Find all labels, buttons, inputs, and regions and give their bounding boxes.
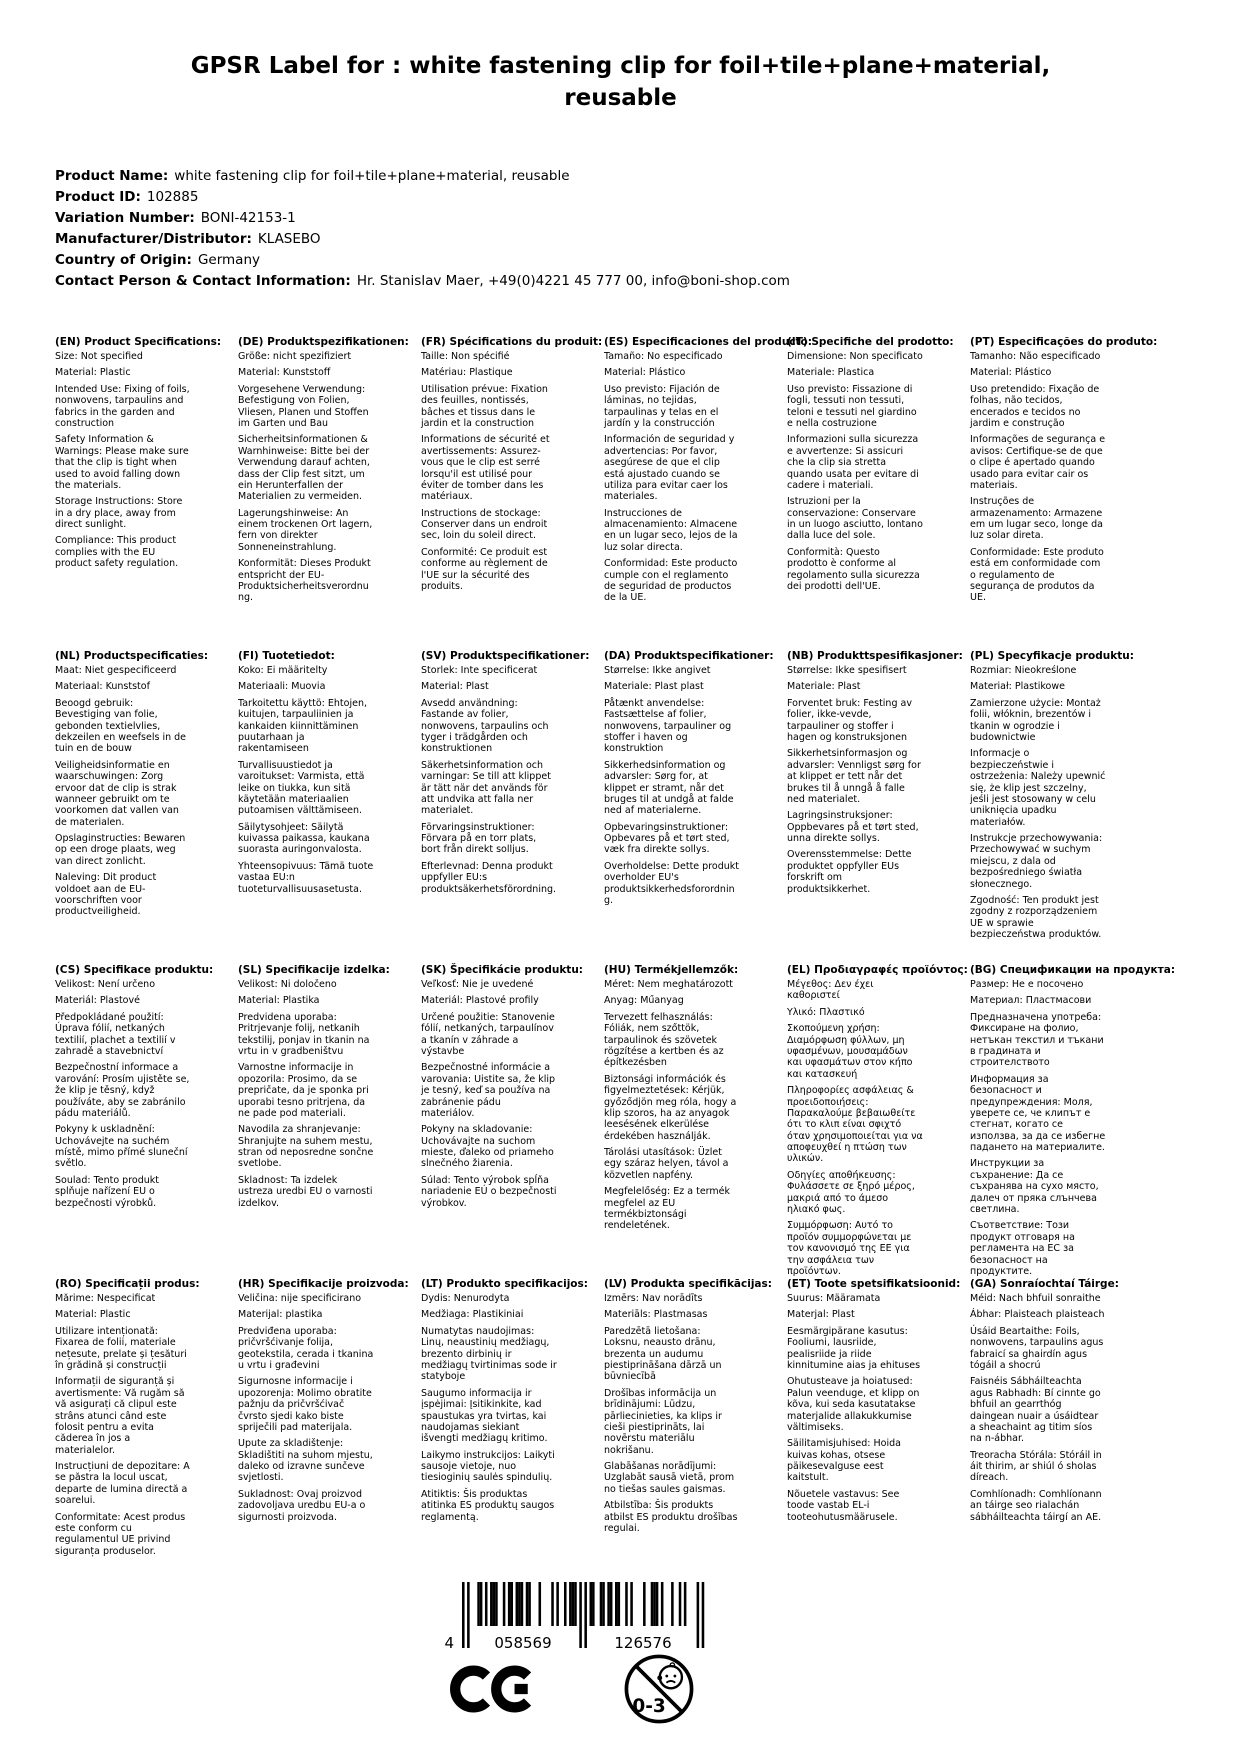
spec-paragraph: Instrukcje przechowywania: Przechowywać w suchym miejscu, z dala od bezpośredniego światła słonecznego. — [970, 833, 1103, 890]
spec-paragraph: Материал: Пластмасови — [970, 995, 1092, 1007]
spec-heading-nl: (NL) Productspecificaties: — [55, 650, 209, 662]
spec-paragraph: Glabāšanas norādījumi: Uzglabāt sausā vietā, prom no tiešas saules gaismas. — [604, 1461, 735, 1495]
spec-paragraph: Predviđena uporaba: pričvršćivanje folija, geotekstila, cerada i tkanina u vrtu i građevini — [238, 1325, 374, 1371]
spec-paragraph: Σκοπούμενη χρήση: Διαμόρφωση φύλλων, μη υφασμένων, μουσαμάδων και υφασμάτων στον κήπο και κατασκευή — [787, 1023, 913, 1080]
spec-block-ga — [970, 1278, 1153, 1592]
spec-paragraph: Předpokládané použití: Úprava fólií, netkaných textilií, plachet a textilií v zahradě a stavebnictví — [55, 1011, 176, 1057]
spec-paragraph: Skladnost: Ta izdelek ustreza uredbi EU o varnosti izdelkov. — [238, 1174, 373, 1209]
spec-paragraph: Eesmärgipärane kasutus: Fooliumi, lausriide, pealisriide ja riide kinnitumine aias ja ehituses — [787, 1325, 921, 1371]
spec-heading-sv: (SV) Produktspecifikationer: — [421, 650, 590, 662]
spec-paragraph: Laikymo instrukcijos: Laikyti sausoje vietoje, nuo tiesioginių saulės spindulių. — [421, 1449, 555, 1484]
spec-paragraph: Určené použitie: Stanovenie fólií, netkaných, tarpaulínov a tkanín v záhrade a výstavbe — [421, 1011, 555, 1057]
spec-paragraph: Opbevaringsinstruktioner: Opbevares på et tørt sted, væk fra direkte sollys. — [604, 821, 730, 856]
spec-paragraph: Συμμόρφωση: Αυτό το προϊόν συμμορφώνεται με τον κανονισμό της ΕΕ για την ασφάλεια των προϊόντων. — [787, 1220, 912, 1277]
spec-paragraph: Съответствие: Този продукт отговаря на регламента на ЕС за безопасност на продуктите. — [970, 1220, 1075, 1277]
spec-paragraph: Nõuetele vastavus: See toode vastab EL-i tooteohutusmäärusele. — [787, 1488, 900, 1523]
spec-block-bg — [970, 964, 1176, 1278]
spec-paragraph: Säilitamisjuhised: Hoida kuivas kohas, otsese päikesevalguse eest kaitstult. — [787, 1438, 901, 1484]
country-of-origin-label: Country of Origin: — [55, 252, 192, 268]
spec-paragraph: Taille: Non spécifié — [421, 351, 510, 362]
spec-paragraph: Turvallisuustiedot ja varoitukset: Varmista, että leike on tiukka, kun sitä käytetään materiaalien putoamisen välttämiseen. — [238, 759, 365, 817]
spec-paragraph: Úsáid Beartaithe: Foils, nonwovens, tarpaulins agus fabraicí sa ghairdín agus tógáil a shocrú — [970, 1325, 1104, 1371]
spec-paragraph: Veľkosť: Nie je uvedené — [421, 979, 534, 990]
barcode-bars — [436, 1582, 708, 1652]
barcode-left-digit: 4 — [444, 1634, 454, 1652]
spec-paragraph: Material: Plast — [421, 681, 489, 693]
spec-paragraph: Faisnéis Sábháilteachta agus Rabhadh: Bí cinnte go bhfuil an gearrthóg daingean nuair a úsáidtear a sheachaint ag titim síos na n-ábhar. — [970, 1376, 1101, 1445]
spec-paragraph: Méid: Nach bhfuil sonraithe — [970, 1293, 1101, 1304]
spec-paragraph: Υλικό: Πλαστικό — [787, 1006, 865, 1018]
spec-heading-sk: (SK) Špecifikácie produktu: — [421, 964, 584, 976]
age-warning-text: 0-3 — [632, 1695, 666, 1717]
product-id-row — [55, 187, 790, 208]
spec-paragraph: Lagringsinstruksjoner: Oppbevares på et tørt sted, unna direkte sollys. — [787, 810, 919, 845]
spec-paragraph: Materiale: Plast — [787, 681, 861, 693]
spec-block-pt — [970, 336, 1158, 650]
spec-paragraph: Sikkerhedsinformation og advarsler: Sørg for, at klippet er stramt, når det bruges til at undgå at falde ned af materialerne. — [604, 759, 734, 817]
ce-mark-icon — [450, 1658, 538, 1724]
spec-paragraph: Material: Plastic — [55, 367, 131, 379]
spec-paragraph: Påtænkt anvendelse: Fastsættelse af folier, nonwovens, tarpauliner og stoffer i haven og konstruktion — [604, 697, 732, 755]
spec-paragraph: Instructions de stockage: Conserver dans un endroit sec, loin du soleil direct. — [421, 507, 548, 542]
spec-heading-it: (IT) Specifiche del prodotto: — [787, 336, 954, 348]
spec-heading-es: (ES) Especificaciones del producto: — [604, 336, 812, 348]
spec-paragraph: Materiale: Plastica — [787, 367, 875, 379]
spec-paragraph: Forventet bruk: Festing av folier, ikke-vevde, tarpauliner og stoffer i hagen og konstruksjonen — [787, 697, 912, 743]
variation-number-value: BONI-42153-1 — [200, 210, 296, 226]
spec-block-nl — [55, 650, 238, 964]
spec-paragraph: Paredzētā lietošana: Loksnu, neausto drānu, brezenta un audumu piestiprināšana dārzā un būvniecībā — [604, 1325, 722, 1383]
spec-paragraph: Förvaringsinstruktioner: Förvara på en torr plats, bort från direkt solljus. — [421, 821, 537, 856]
spec-heading-fr: (FR) Spécifications du produit: — [421, 336, 603, 348]
spec-paragraph: Utilisation prévue: Fixation des feuilles, nontissés, bâches et tissus dans le jardin et la construction — [421, 383, 548, 429]
manufacturer-value: KLASEBO — [257, 231, 321, 247]
spec-paragraph: Beoogd gebruik: Bevestiging van folie, gebonden textielvlies, dekzeilen en weefsels in de tuin en de bouw — [55, 697, 187, 755]
spec-paragraph: Pokyny na skladovanie: Uchovávajte na suchom mieste, ďaleko od priameho slnečného žiarenia. — [421, 1124, 554, 1170]
spec-paragraph: Predvidena uporaba: Pritrjevanje folij, netkanih tekstilij, ponjav in tkanin na vrtu in v gradbeništvu — [238, 1011, 370, 1057]
spec-paragraph: Bezpečnostné informácie a varovania: Uistite sa, že klip je tesný, keď sa používa na zabránenie pádu materiálov. — [421, 1062, 556, 1119]
spec-block-fr — [421, 336, 604, 650]
spec-block-en — [55, 336, 238, 650]
product-name-row — [55, 166, 790, 187]
spec-paragraph: Informazioni sulla sicurezza e avvertenze: Si assicuri che la clip sia stretta quando usata per evitare di cadere i materiali. — [787, 434, 919, 491]
spec-block-el — [787, 964, 970, 1278]
spec-paragraph: Biztonsági információk és figyelmeztetések: Kérjük, győződjön meg róla, hogy a klip szoros, ha az anyagok leesésének elkerülése érdekében használják. — [604, 1073, 737, 1142]
spec-heading-cs: (CS) Specifikace produktu: — [55, 964, 214, 976]
spec-block-lv — [604, 1278, 787, 1592]
spec-paragraph: Conformité: Ce produit est conforme au règlement de l'UE sur la sécurité des produits. — [421, 546, 548, 593]
spec-paragraph: Lagerungshinweise: An einem trockenen Ort lagern, fern von direkter Sonneneinstrahlung. — [238, 507, 373, 553]
spec-paragraph: Maat: Niet gespecificeerd — [55, 665, 177, 676]
spec-heading-lv: (LV) Produkta specifikācijas: — [604, 1278, 772, 1290]
spec-paragraph: Veiligheidsinformatie en waarschuwingen: Zorg ervoor dat de clip is strak wanneer gebruikt om te voorkomen dat vallen van de materialen. — [55, 759, 179, 828]
spec-paragraph: Størrelse: Ikke angivet — [604, 665, 711, 676]
spec-heading-et: (ET) Toote spetsifikatsioonid: — [787, 1278, 961, 1290]
barcode-group1-digits: 058569 — [494, 1634, 552, 1652]
spec-paragraph: Suurus: Määramata — [787, 1293, 881, 1304]
spec-paragraph: Material: Plastic — [55, 1309, 131, 1321]
spec-heading-hu: (HU) Termékjellemzők: — [604, 964, 739, 976]
spec-paragraph: Material: Kunststoff — [238, 367, 331, 379]
spec-paragraph: Storlek: Inte specificerat — [421, 665, 538, 676]
spec-paragraph: Anyag: Műanyag — [604, 995, 684, 1007]
spec-paragraph: Mărime: Nespecificat — [55, 1293, 156, 1304]
spec-paragraph: Sigurnosne informacije i upozorenja: Molimo obratite pažnju da pričvršćivač čvrsto sjedi kako biste spriječili pad materijala. — [238, 1376, 372, 1433]
spec-paragraph: Drošības informācija un brīdinājumi: Lūdzu, pārliecinieties, ka klips ir cieši piestiprināts, lai novērstu materiālu nokrišanu. — [604, 1387, 722, 1456]
product-name-label: Product Name: — [55, 168, 169, 184]
spec-paragraph: Numatytas naudojimas: Linų, neaustinių medžiagų, brezento dirbinių ir medžiagų tvirtinimas sode ir statyboje — [421, 1325, 557, 1383]
spec-paragraph: Conformità: Questo prodotto è conforme al regolamento sulla sicurezza dei prodotti dell'UE. — [787, 546, 920, 593]
spec-paragraph: Informações de segurança e avisos: Certifique-se de que o clipe é apertado quando usado para evitar cair os materiais. — [970, 434, 1106, 491]
spec-paragraph: Méret: Nem meghatározott — [604, 979, 734, 990]
spec-paragraph: Rozmiar: Nieokreślone — [970, 665, 1077, 676]
spec-paragraph: Izmērs: Nav norādīts — [604, 1293, 703, 1304]
spec-paragraph: Navodila za shranjevanje: Shranjujte na suhem mestu, stran od neposredne sončne svetlobe. — [238, 1124, 374, 1170]
country-of-origin-value: Germany — [197, 252, 260, 268]
spec-heading-pt: (PT) Especificações do produto: — [970, 336, 1158, 348]
spec-heading-el: (EL) Προδιαγραφές προϊόντος: — [787, 964, 968, 976]
product-id-value: 102885 — [146, 189, 199, 205]
ean-barcode — [436, 1582, 708, 1656]
spec-paragraph: Upute za skladištenje: Skladištiti na suhom mjestu, daleko od izravne sunčeve svjetlosti. — [238, 1438, 373, 1484]
spec-paragraph: Zamierzone użycie: Montaż folii, włóknin, brezentów i tkanin w ogrodzie i budownictwie — [970, 697, 1101, 743]
spec-heading-nb: (NB) Produkttspesifikasjoner: — [787, 650, 963, 662]
spec-heading-ga: (GA) Sonraíochtaí Táirge: — [970, 1278, 1119, 1290]
spec-paragraph: Súlad: Tento výrobok spĺňa nariadenie EÚ o bezpečnosti výrobkov. — [421, 1174, 557, 1209]
spec-paragraph: Uso previsto: Fissazione di fogli, tessuti non tessuti, teloni e tessuti nel giardino e nella costruzione — [787, 383, 917, 429]
spec-paragraph: Tamanho: Não especificado — [970, 351, 1101, 362]
spec-paragraph: Storage Instructions: Store in a dry place, away from direct sunlight. — [55, 496, 183, 531]
spec-heading-hr: (HR) Specifikacije proizvoda: — [238, 1278, 409, 1290]
spec-heading-da: (DA) Produktspecifikationer: — [604, 650, 774, 662]
spec-block-da — [604, 650, 787, 964]
spec-paragraph: Sukladnost: Ovaj proizvod zadovoljava uredbu EU-a o sigurnosti proizvoda. — [238, 1488, 366, 1523]
spec-block-fi — [238, 650, 421, 964]
spec-paragraph: Größe: nicht spezifiziert — [238, 351, 352, 362]
spec-paragraph: Dimensione: Non specificato — [787, 351, 923, 362]
spec-paragraph: Información de seguridad y advertencias: Por favor, asegúrese de que el clip está ajustado cuando se utiliza para evitar caer los materiales. — [604, 434, 735, 503]
spec-block-nb — [787, 650, 970, 964]
spec-block-sv — [421, 650, 604, 964]
spec-heading-sl: (SL) Specifikacije izdelka: — [238, 964, 390, 976]
spec-paragraph: Materiaali: Muovia — [238, 681, 326, 693]
spec-block-et — [787, 1278, 970, 1592]
spec-paragraph: Størrelse: Ikke spesifisert — [787, 665, 907, 676]
spec-paragraph: Bezpečnostní informace a varování: Prosím ujistěte se, že klip je těsný, když používáte, aby se zabránilo pádu materiálů. — [55, 1062, 190, 1119]
spec-paragraph: Materijal: plastika — [238, 1309, 323, 1321]
spec-paragraph: Intended Use: Fixing of foils, nonwovens, tarpaulins and fabrics in the garden and construction — [55, 383, 190, 429]
spec-block-lt — [421, 1278, 604, 1592]
spec-paragraph: Размер: Не е посочено — [970, 979, 1084, 990]
spec-paragraph: Comhlíonadh: Comhlíonann an táirge seo rialachán sábháilteachta táirgí an AE. — [970, 1488, 1102, 1523]
spec-paragraph: Pokyny k uskladnění: Uchovávejte na suchém místě, mimo přímé sluneční světlo. — [55, 1124, 188, 1170]
contact-row — [55, 271, 790, 292]
age-warning-0-3-icon — [622, 1652, 696, 1730]
product-id-label: Product ID: — [55, 189, 141, 205]
spec-paragraph: Materiał: Plastikowe — [970, 681, 1065, 693]
spec-paragraph: Size: Not specified — [55, 351, 143, 362]
manufacturer-row — [55, 229, 790, 250]
spec-paragraph: Инструкции за съхранение: Да се съхранява на сухо място, далеч от пряка слънчева светлина. — [970, 1158, 1099, 1216]
spec-heading-lt: (LT) Produkto specifikacijos: — [421, 1278, 588, 1290]
spec-heading-bg: (BG) Спецификации на продукта: — [970, 964, 1176, 976]
spec-paragraph: Materiál: Plastové — [55, 995, 140, 1007]
variation-number-label: Variation Number: — [55, 210, 195, 226]
product-name-value: white fastening clip for foil+tile+plane+material, reusable — [174, 168, 570, 184]
spec-paragraph: Uso previsto: Fijación de láminas, no tejidas, tarpaulinas y telas en el jardín y la construcción — [604, 383, 720, 429]
spec-heading-fi: (FI) Tuotetiedot: — [238, 650, 335, 662]
spec-paragraph: Informations de sécurité et avertissements: Assurez-vous que le clip est serré lorsqu'il est utilisé pour éviter de tomber dans les matériaux. — [421, 434, 550, 503]
spec-paragraph: Säkerhetsinformation och varningar: Se till att klippet är tätt när det används för att undvika att falla ner materialet. — [421, 759, 551, 817]
contact-value: Hr. Stanislav Maer, +49(0)4221 45 777 00, info@boni-shop.com — [356, 273, 790, 289]
spec-paragraph: Informații de siguranță și avertismente: Vă rugăm să vă asigurați că clipul este strâns atunci când este folosit pentru a evita căderea în jos a materialelor. — [55, 1376, 185, 1456]
spec-paragraph: Instruções de armazenamento: Armazene em um lugar seco, longe da luz solar direta. — [970, 496, 1103, 542]
spec-heading-pl: (PL) Specyfikacje produktu: — [970, 650, 1134, 662]
spec-paragraph: Opslaginstructies: Bewaren op een droge plaats, weg van direct zonlicht. — [55, 833, 186, 867]
spec-paragraph: Saugumo informacija ir įspėjimai: Įsitikinkite, kad spaustukas yra tvirtas, kai naudojamas siekiant išvengti medžiagų kritimo. — [421, 1387, 548, 1445]
spec-paragraph: Medžiaga: Plastikiniai — [421, 1309, 524, 1321]
spec-paragraph: Megfelelőség: Ez a termék megfelel az EU termékbiztonsági rendeletének. — [604, 1186, 731, 1232]
spec-paragraph: Atbilstība: Šis produkts atbilst ES produktu drošības regulai. — [604, 1500, 738, 1535]
spec-block-it — [787, 336, 970, 650]
spec-paragraph: Overholdelse: Dette produkt overholder EU's produktsikkerhedsforordning. — [604, 860, 739, 907]
page-title: GPSR Label for : white fastening clip for foil+tile+plane+material, reusable — [190, 53, 1051, 112]
spec-paragraph: Veličina: nije specificirano — [238, 1293, 362, 1304]
spec-paragraph: Instrucțiuni de depozitare: A se păstra la locul uscat, departe de lumina directă a soarelui. — [55, 1461, 190, 1507]
spec-heading-ro: (RO) Specificații produs: — [55, 1278, 200, 1290]
spec-paragraph: Yhteensopivuus: Tämä tuote vastaa EU:n tuoteturvallisuusasetusta. — [238, 860, 374, 895]
spec-paragraph: Istruzioni per la conservazione: Conservare in un luogo asciutto, lontano dalla luce del sole. — [787, 496, 923, 542]
spec-paragraph: Sikkerhetsinformasjon og advarsler: Vennligst sørg for at klippet er tett når det brukes til å unngå å falle ned materialet. — [787, 748, 921, 805]
spec-heading-de: (DE) Produktspezifikationen: — [238, 336, 409, 348]
spec-paragraph: Matériau: Plastique — [421, 367, 513, 379]
spec-paragraph: Dydis: Nenurodyta — [421, 1293, 510, 1304]
spec-paragraph: Informacje o bezpieczeństwie i ostrzeżenia: Należy upewnić się, że klip jest szczelny, jeśli jest stosowany w celu uniknięcia upadku materiałów. — [970, 748, 1106, 828]
manufacturer-label: Manufacturer/Distributor: — [55, 231, 252, 247]
spec-block-hr — [238, 1278, 421, 1592]
spec-paragraph: Tamaño: No especificado — [604, 351, 723, 362]
spec-paragraph: Safety Information & Warnings: Please make sure that the clip is tight when used to avoid falling down the materials. — [55, 434, 189, 491]
spec-paragraph: Μέγεθος: Δεν έχει καθοριστεί — [787, 979, 874, 1002]
spec-paragraph: Sicherheitsinformationen & Warnhinweise: Bitte bei der Verwendung darauf achten, dass der Clip fest sitzt, um ein Herunterfallen der Materialien zu vermeiden. — [238, 434, 370, 503]
spec-paragraph: Varnostne informacije in opozorila: Prosimo, da se prepričate, da je sponka pri uporabi tesno pritrjena, da ne pade pod materiali. — [238, 1062, 369, 1119]
spec-block-de — [238, 336, 421, 650]
spec-paragraph: Materiāls: Plastmasas — [604, 1309, 708, 1321]
variation-number-row — [55, 208, 790, 229]
spec-paragraph: Materiale: Plast plast — [604, 681, 704, 693]
spec-paragraph: Ábhar: Plaisteach plaisteach — [970, 1309, 1105, 1321]
spec-paragraph: Avsedd användning: Fastande av folier, nonwovens, tarpaulins och tyger i trädgården och konstruktionen — [421, 697, 549, 755]
spec-paragraph: Efterlevnad: Denna produkt uppfyller EU:s produktsäkerhetsförordning. — [421, 860, 557, 895]
spec-paragraph: Overensstemmelse: Dette produktet oppfyller EUs forskrift om produktsikkerhet. — [787, 849, 912, 895]
spec-heading-en: (EN) Product Specifications: — [55, 336, 222, 348]
spec-paragraph: Conformitate: Acest produs este conform cu regulamentul UE privind siguranța produselor. — [55, 1511, 186, 1557]
spec-paragraph: Materjal: Plast — [787, 1309, 855, 1321]
spec-block-sk — [421, 964, 604, 1278]
spec-paragraph: Säilytysohjeet: Säilytä kuivassa paikassa, kaukana suorasta auringonvalosta. — [238, 821, 370, 856]
country-of-origin-row — [55, 250, 790, 271]
spec-paragraph: Konformität: Dieses Produkt entspricht der EU-Produktsicherheitsverordnung. — [238, 558, 371, 604]
spec-paragraph: Material: Plastika — [238, 995, 320, 1007]
spec-paragraph: Zgodność: Ten produkt jest zgodny z rozporządzeniem UE w sprawie bezpieczeństwa produktów. — [970, 895, 1102, 941]
spec-paragraph: Uso pretendido: Fixação de folhas, não tecidos, encerados e tecidos no jardim e construção — [970, 383, 1100, 429]
spec-paragraph: Ohutusteave ja hoiatused: Palun veenduge, et klipp on kõva, kui seda kasutatakse materjalide allakukkumise vältimiseks. — [787, 1376, 920, 1433]
spec-paragraph: Οδηγίες αποθήκευσης: Φυλάσσετε σε ξηρό μέρος, μακριά από το άμεσο ηλιακό φως. — [787, 1169, 915, 1216]
contact-label: Contact Person & Contact Information: — [55, 273, 351, 289]
spec-paragraph: Conformidad: Este producto cumple con el reglamento de seguridad de productos de la UE. — [604, 558, 738, 604]
spec-block-ro — [55, 1278, 238, 1592]
spec-block-pl — [970, 650, 1153, 964]
spec-block-sl — [238, 964, 421, 1278]
spec-paragraph: Tarkoitettu käyttö: Ehtojen, kuitujen, tarpauliinien ja kankaiden kiinnittäminen puutarhaan ja rakentamiseen — [238, 697, 367, 755]
spec-paragraph: Naleving: Dit product voldoet aan de EU-voorschriften voor productveiligheid. — [55, 872, 157, 918]
spec-paragraph: Velikost: Není určeno — [55, 979, 156, 990]
spec-paragraph: Compliance: This product complies with the EU product safety regulation. — [55, 535, 179, 570]
spec-paragraph: Materiál: Plastové profily — [421, 995, 539, 1007]
spec-paragraph: Instrucciones de almacenamiento: Almacene en un lugar seco, lejos de la luz solar directa. — [604, 507, 738, 553]
spec-paragraph: Material: Plástico — [970, 367, 1052, 379]
spec-paragraph: Πληροφορίες ασφάλειας & προειδοποιήσεις: Παρακαλούμε βεβαιωθείτε ότι το κλιπ είναι σφιχτό όταν χρησιμοποιείται για να αποφευχθεί η πτώση των υλικών. — [787, 1085, 923, 1165]
spec-paragraph: Tárolási utasítások: Üzlet egy száraz helyen, távol a közvetlen napfény. — [604, 1147, 729, 1181]
product-info — [55, 166, 790, 292]
spec-paragraph: Atitiktis: Šis produktas atitinka ES produktų saugos reglamentą. — [421, 1488, 555, 1523]
barcode-group2-digits: 126576 — [614, 1634, 672, 1652]
spec-grid — [55, 336, 1176, 1592]
spec-paragraph: Velikost: Ni določeno — [238, 979, 337, 990]
spec-block-es — [604, 336, 812, 650]
spec-block-hu — [604, 964, 787, 1278]
spec-paragraph: Utilizare intenționată: Fixarea de folii, materiale nețesute, prelate și țesături în grădină și construcții — [55, 1325, 187, 1371]
spec-paragraph: Информация за безопасност и предупреждения: Моля, уверете се, че клипът е стегнат, когато се използва, за да се избегне падането на материалите. — [970, 1073, 1106, 1154]
baby-face-icon — [658, 1663, 682, 1688]
spec-paragraph: Material: Plástico — [604, 367, 686, 379]
spec-paragraph: Vorgesehene Verwendung: Befestigung von Folien, Vliesen, Planen und Stoffen im Garten und Bau — [238, 383, 369, 429]
spec-paragraph: Koko: Ei määritelty — [238, 665, 328, 676]
spec-block-cs — [55, 964, 238, 1278]
spec-paragraph: Materiaal: Kunststof — [55, 681, 150, 693]
spec-paragraph: Tervezett felhasználás: Fóliák, nem szőttök, tarpaulinok és szövetek rögzítése a kertben és az építkezésben — [604, 1011, 724, 1069]
spec-paragraph: Treoracha Stórála: Stóráil in áit thirim, ar shiúl ó sholas díreach. — [970, 1449, 1102, 1484]
spec-paragraph: Предназначена употреба: Фиксиране на фолио, нетъкан текстил и тъкани в градината и строителството — [970, 1011, 1104, 1069]
spec-paragraph: Soulad: Tento produkt splňuje nařízení EU o bezpečnosti výrobků. — [55, 1174, 160, 1209]
spec-paragraph: Conformidade: Este produto está em conformidade com o regulamento de segurança de produtos da UE. — [970, 546, 1104, 604]
